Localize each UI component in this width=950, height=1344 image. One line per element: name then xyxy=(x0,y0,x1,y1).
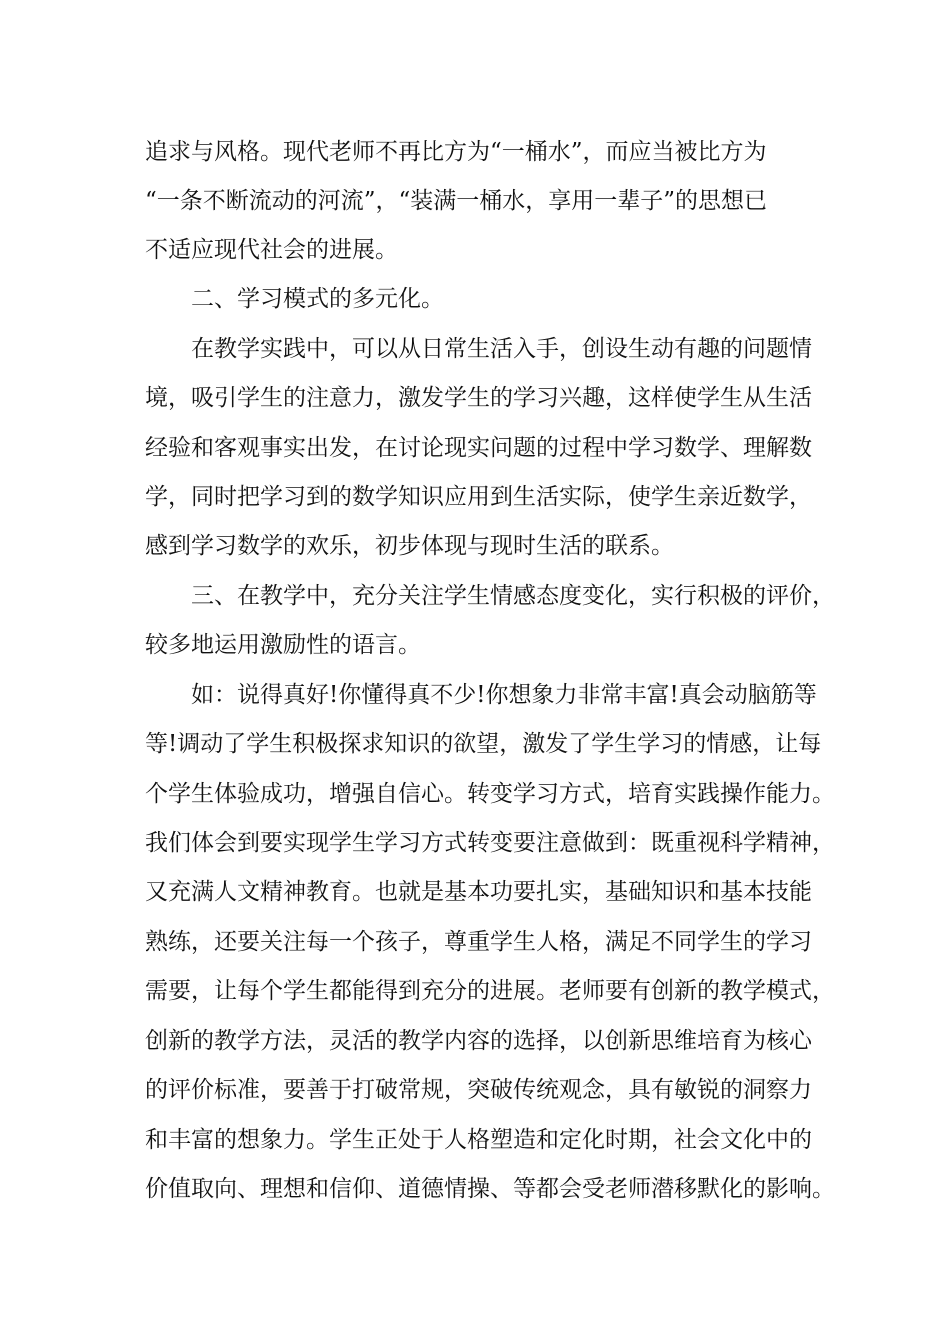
text-line: 境，吸引学生的注意力，激发学生的学习兴趣，这样使学生从生活 xyxy=(145,385,812,411)
text-line: 追求与风格。现代老师不再比方为“一桶水”，而应当被比方为 xyxy=(145,139,767,165)
text-line: 感到学习数学的欢乐，初步体现与现时生活的联系。 xyxy=(145,533,674,559)
text-line: 在教学实践中，可以从日常生活入手，创设生动有趣的问题情 xyxy=(191,336,812,362)
text-line: 较多地运用激励性的语言。 xyxy=(145,632,421,658)
text-line: 我们体会到要实现学生学习方式转变要注意做到：既重视科学精神， xyxy=(145,830,835,856)
text-line: 价值取向、理想和信仰、道德情操、等都会受老师潜移默化的影响。 xyxy=(145,1176,835,1202)
text-line: 创新的教学方法，灵活的教学内容的选择，以创新思维培育为核心 xyxy=(145,1028,812,1054)
text-line: 如：说得真好!你懂得真不少!你想象力非常丰富!真会动脑筋等 xyxy=(191,682,817,708)
text-line: 学，同时把学习到的数学知识应用到生活实际，使学生亲近数学， xyxy=(145,484,812,510)
section-heading: 三、在教学中，充分关注学生情感态度变化，实行积极的评价， xyxy=(191,583,835,609)
text-line: 的评价标准，要善于打破常规，突破传统观念，具有敏锐的洞察力 xyxy=(145,1077,812,1103)
text-line: 不适应现代社会的进展。 xyxy=(145,237,398,263)
text-line: 又充满人文精神教育。也就是基本功要扎实，基础知识和基本技能 xyxy=(145,879,812,905)
text-line: 熟练，还要关注每一个孩子，尊重学生人格，满足不同学生的学习 xyxy=(145,929,812,955)
text-line: “一条不断流动的河流”，“装满一桶水，享用一辈子”的思想已 xyxy=(145,188,768,214)
section-heading: 二、学习模式的多元化。 xyxy=(191,286,444,312)
text-line: 等!调动了学生积极探求知识的欲望，激发了学生学习的情感，让每 xyxy=(145,731,822,757)
text-line: 需要，让每个学生都能得到充分的进展。老师要有创新的教学模式， xyxy=(145,978,835,1004)
text-line: 个学生体验成功，增强自信心。转变学习方式，培育实践操作能力。 xyxy=(145,781,835,807)
text-line: 经验和客观事实出发，在讨论现实问题的过程中学习数学、理解数 xyxy=(145,435,812,461)
text-line: 和丰富的想象力。学生正处于人格塑造和定化时期，社会文化中的 xyxy=(145,1127,812,1153)
